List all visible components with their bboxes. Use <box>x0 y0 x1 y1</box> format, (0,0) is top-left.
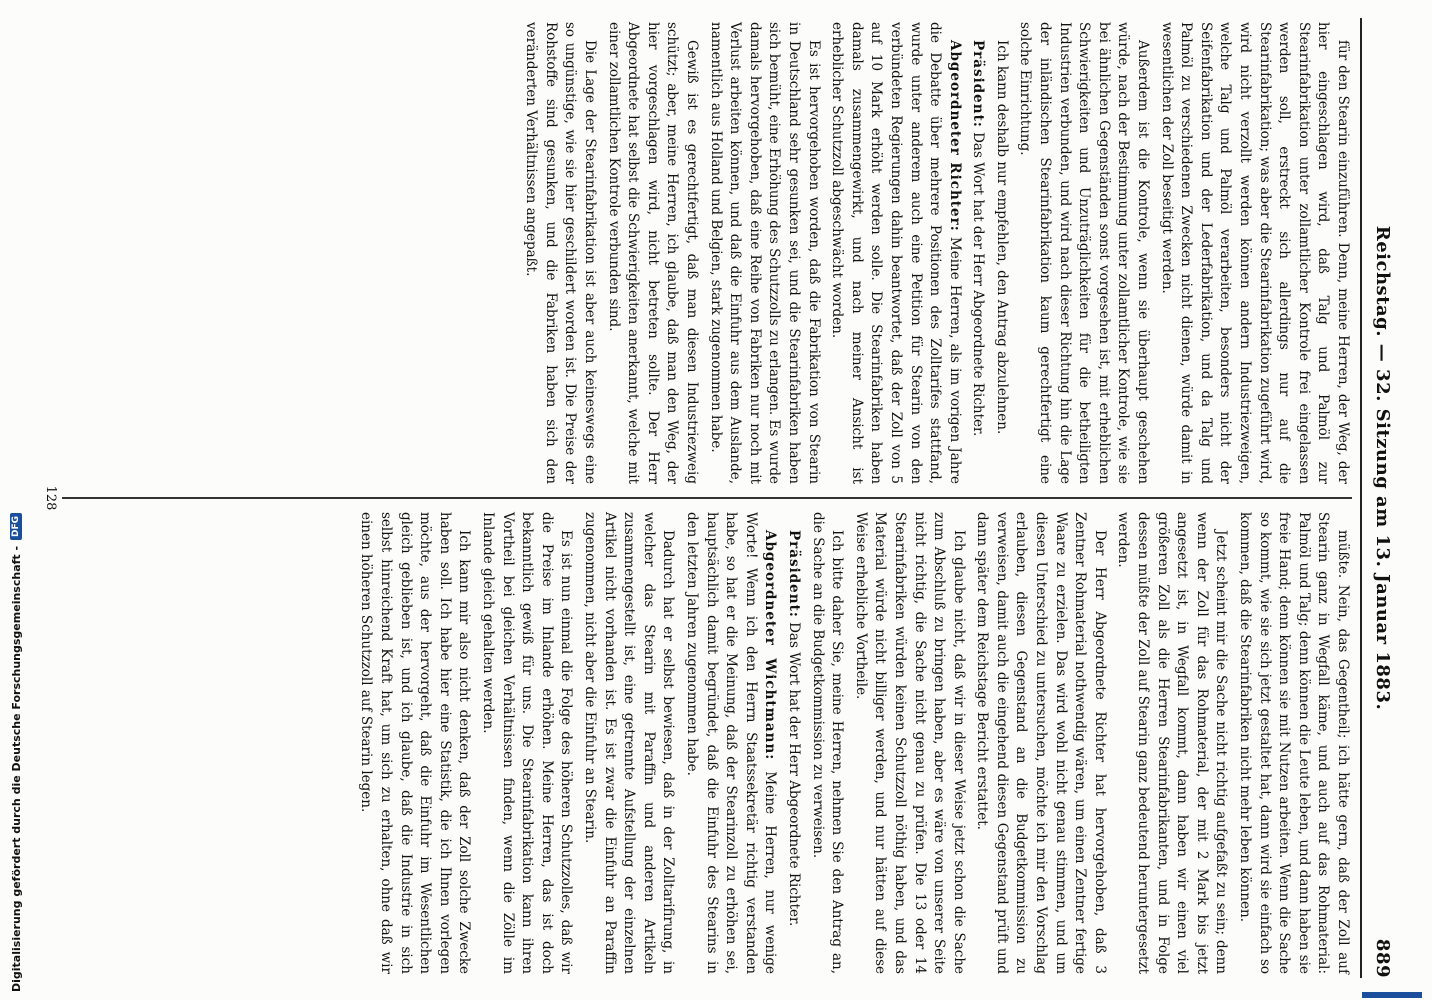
column-divider <box>62 488 1352 508</box>
body-paragraph: Der Herr Abgeordnete Richter hat hervorgehoben, daß 3 Zentner Rohmaterial nothwendig wären, um einen Zentner fertige Waare zu erzielen. Das wird wohl nicht genau stimmen, und um diesen Unterschied zu untersuchen, möchte ich mir den Vorschlag erlauben, diesen Gegenstand an die Budgetkommission zu verweisen, damit auch die eingehend diesen Gegenstand prüft und dann später dem Reichstage Bericht erstattet. <box>974 512 1108 974</box>
body-paragraph: Ich bitte daher Sie, meine Herren, nehmen Sie den Antrag an, die Sache an die Budgetkommission zu verweisen. <box>809 512 846 974</box>
speaker-name: Abgeordneter Wichtmann: <box>762 530 779 761</box>
speaker-paragraph <box>968 22 988 484</box>
body-paragraph: Ich kann deshalb nur empfehlen, den Antrag abzulehnen. <box>993 40 1010 435</box>
text-columns <box>62 18 1352 978</box>
corner-color-bar <box>1362 992 1422 998</box>
speaker-paragraph <box>827 22 964 484</box>
speaker-text: Das Wort hat der Herr Abgeordnete Richter. <box>970 127 987 437</box>
body-paragraph: Es ist nun einmal die Folge des höheren Schutzzolles, daß wir die Preise im Inlande erhöhen. Meine Herren, das ist doch bekanntlich gewiß für uns. Die Stearinfabrikation kann ihren Vortheil bei gleichen Verhältnissen finden, wenn die Zölle im Inlande gleich gehalten werden. <box>480 512 575 974</box>
left-column <box>62 18 1352 488</box>
speaker-text: Das Wort hat der Herr Abgeordnete Richter. <box>785 617 802 927</box>
rotated-page-content <box>40 18 1400 978</box>
speaker-name: Präsident: <box>970 40 987 128</box>
footer-page-number: 128 <box>43 485 58 511</box>
body-paragraph: Die Lage der Stearinfabrikation ist aber auch keineswegs eine so ungünstige, wie sie hier geschildert worden ist. Die Preise der Rohstoffe sind gesunken, und die Fabriken haben sich den veränderten Verhältnissen angepaßt. <box>523 22 599 484</box>
body-paragraph: Ich kann mir also nicht denken, daß der Zoll solche Zwecke haben soll. Ich habe hier eine Statistik, die ich Ihnen vorlegen möchte, aus der hervorgeht, daß die Einfuhr im Wesentlichen gleich geblieben ist, und ich glaube, daß die Industrie in sich selbst hinreichend Kraft hat, um sich zu erhalten, ohne daß wir einen höheren Schutzzoll auf Stearin legen. <box>358 512 473 974</box>
speaker-name: Abgeordneter Richter: <box>946 40 963 232</box>
body-paragraph: Es ist hervorgehoben worden, daß die Fabrikation von Stearin in Deutschland sehr gesunken sei, und die Stearinfabriken haben sich bemüht, eine Erhöhung des Schutzzolls zu erlangen. Es wurde damals hervorgehoben, daß eine Reihe von Fabriken nur noch mit Verlust arbeiten können, und daß die Einfuhr aus dem Auslande, namentlich aus Holland und Belgien, stark zugenommen habe. <box>707 22 822 484</box>
body-paragraph: Dadurch hat er selbst bewiesen, daß in der Zolltarifirung, in welcher das Stearin mit Paraffin und anderen Artikeln zusammengestellt ist, eine getrennte Aufstellung der einzelnen Artikel nicht vorhanden ist. Es ist zwar die Einfuhr an Paraffin zugenommen, nicht aber die Einfuhr an Stearin. <box>582 512 677 974</box>
header-title: Reichstag. — 32. Sitzung am 13. Januar 1883. <box>1372 225 1394 711</box>
speaker-text: Meine Herren, nur wenige Worte! Wenn ich den Herrn Staatssekretär richtig verstanden habe, so hat er die Meinung, daß der Stearinzoll zu erhöhen sei, hauptsächlich damit begründet, daß die Einfuhr des Stearins in den letzten Jahren zugenommen habe. <box>684 512 779 974</box>
body-paragraph: müßte. Nein, das Gegentheil; ich hätte gern, daß der Zoll auf Stearin ganz in Wegfall käme, und auch auf das Rohmaterial: Palmöl und Talg; denn können die Leute leben, und dann haben sie freie Hand; denn können sie mit Nutzen arbeiten. Wenn die Sache so kommt, wie sie sich jetzt gestaltet hat, dann wird sie einfach so kommen, daß die Stearinfabriken nicht mehr leben können. <box>1237 512 1351 974</box>
dfg-logo: DFG <box>10 513 22 540</box>
page-header <box>1366 18 1400 978</box>
page-number: 889 <box>1372 938 1394 978</box>
speaker-name: Präsident: <box>785 530 802 618</box>
digitization-credit <box>6 472 26 992</box>
body-paragraph: Gewiß ist es gerechtfertigt, daß man diesen Industriezweig schützt; aber, meine Herren, ich glaube, daß man den Weg, der hier vorgeschlagen wird, nicht betreten sollte. Der Herr Abgeordnete hat selbst die Schwierigkeiten anerkannt, welche mit einer zollamtlichen Kontrole verbunden sind. <box>605 22 700 484</box>
speaker-paragraph <box>783 512 803 974</box>
header-rule <box>1360 18 1362 978</box>
body-paragraph: Ich glaube nicht, daß wir in dieser Weise jetzt schon die Sache zum Abschluß zu bringen haben, aber es wäre von unserer Seite nicht richtig, die Sache nicht genau zu prüfen. Die 13 oder 14 Stearinfabriken würden keinen Schutzzoll nöthig haben, und das Material würde nicht billiger werden, und nur hätten auf diese Weise erhebliche Vortheile. <box>852 512 967 974</box>
speaker-paragraph <box>681 512 779 974</box>
body-paragraph: Jetzt scheint mir die Sache nicht richtig aufgefaßt zu sein; denn wenn der Zoll für das Rohmaterial, der mit 2 Mark bis jetzt angesetzt ist, in Wegfall kommt, dann haben wir einen viel größeren Zoll als die Herren Stearinfabrikanten, und in Folge dessen müßte der Zoll auf Stearin ganz bedeutend heruntergesetzt werden. <box>1115 512 1230 974</box>
speaker-text: Meine Herren, als im vorigen Jahre die Debatte über mehrere Positionen des Zolltarifes stattfand, wurde unter anderem auch eine Petition für Stearin von den verbündeten Regierungen dahin beantwortet, daß der Zoll von 5 auf 10 Mark erhöht werden solle. Die Stearinfabriken haben damals zusammengewirkt, und nach meiner Ansicht ist erheblicher Schutzzoll abgeschwächt worden. <box>829 22 963 484</box>
body-paragraph: für den Stearin einzuführen. Denn, meine Herren, der Weg, der hier eingeschlagen wird, daß Talg und Palmöl zur Stearinfabrikation unter zollamtlicher Kontrole frei eingelassen werden soll, erstreckt sich allerdings nur auf die Stearinfabrikation; was aber die Stearinfabrikation zugeführt wird, wird nicht verzollt werden können andern Industriezweigen, welche Talg und Palmöl verarbeiten, besonders nicht der Seifenfabrikation und der Lederfabrikation, und da Talg und Palmöl zu verschiedenen Zwecken nicht dienen, würde damit in wesentlichen der Zoll beseitigt werden. <box>1158 22 1351 484</box>
right-column <box>62 508 1352 978</box>
credit-text: Digitalisierung gefördert durch die Deutsche Forschungsgemeinschaft - <box>9 545 23 992</box>
body-paragraph: Außerdem ist die Kontrole, wenn sie überhaupt geschehen würde, nach der Bestimmung unter zollamtlicher Kontrole, wie sie bei ähnlichen Gegenständen sonst vorgesehen ist, mit erheblichen Schwierigkeiten und Unzuträglichkeiten für die betheiligten Industrien verbunden, und wird nach dieser Richtung hin die Lage der inländischen Stearinfabrikation kaum gerechtfertigt eine solche Einrichtung. <box>1017 22 1152 484</box>
